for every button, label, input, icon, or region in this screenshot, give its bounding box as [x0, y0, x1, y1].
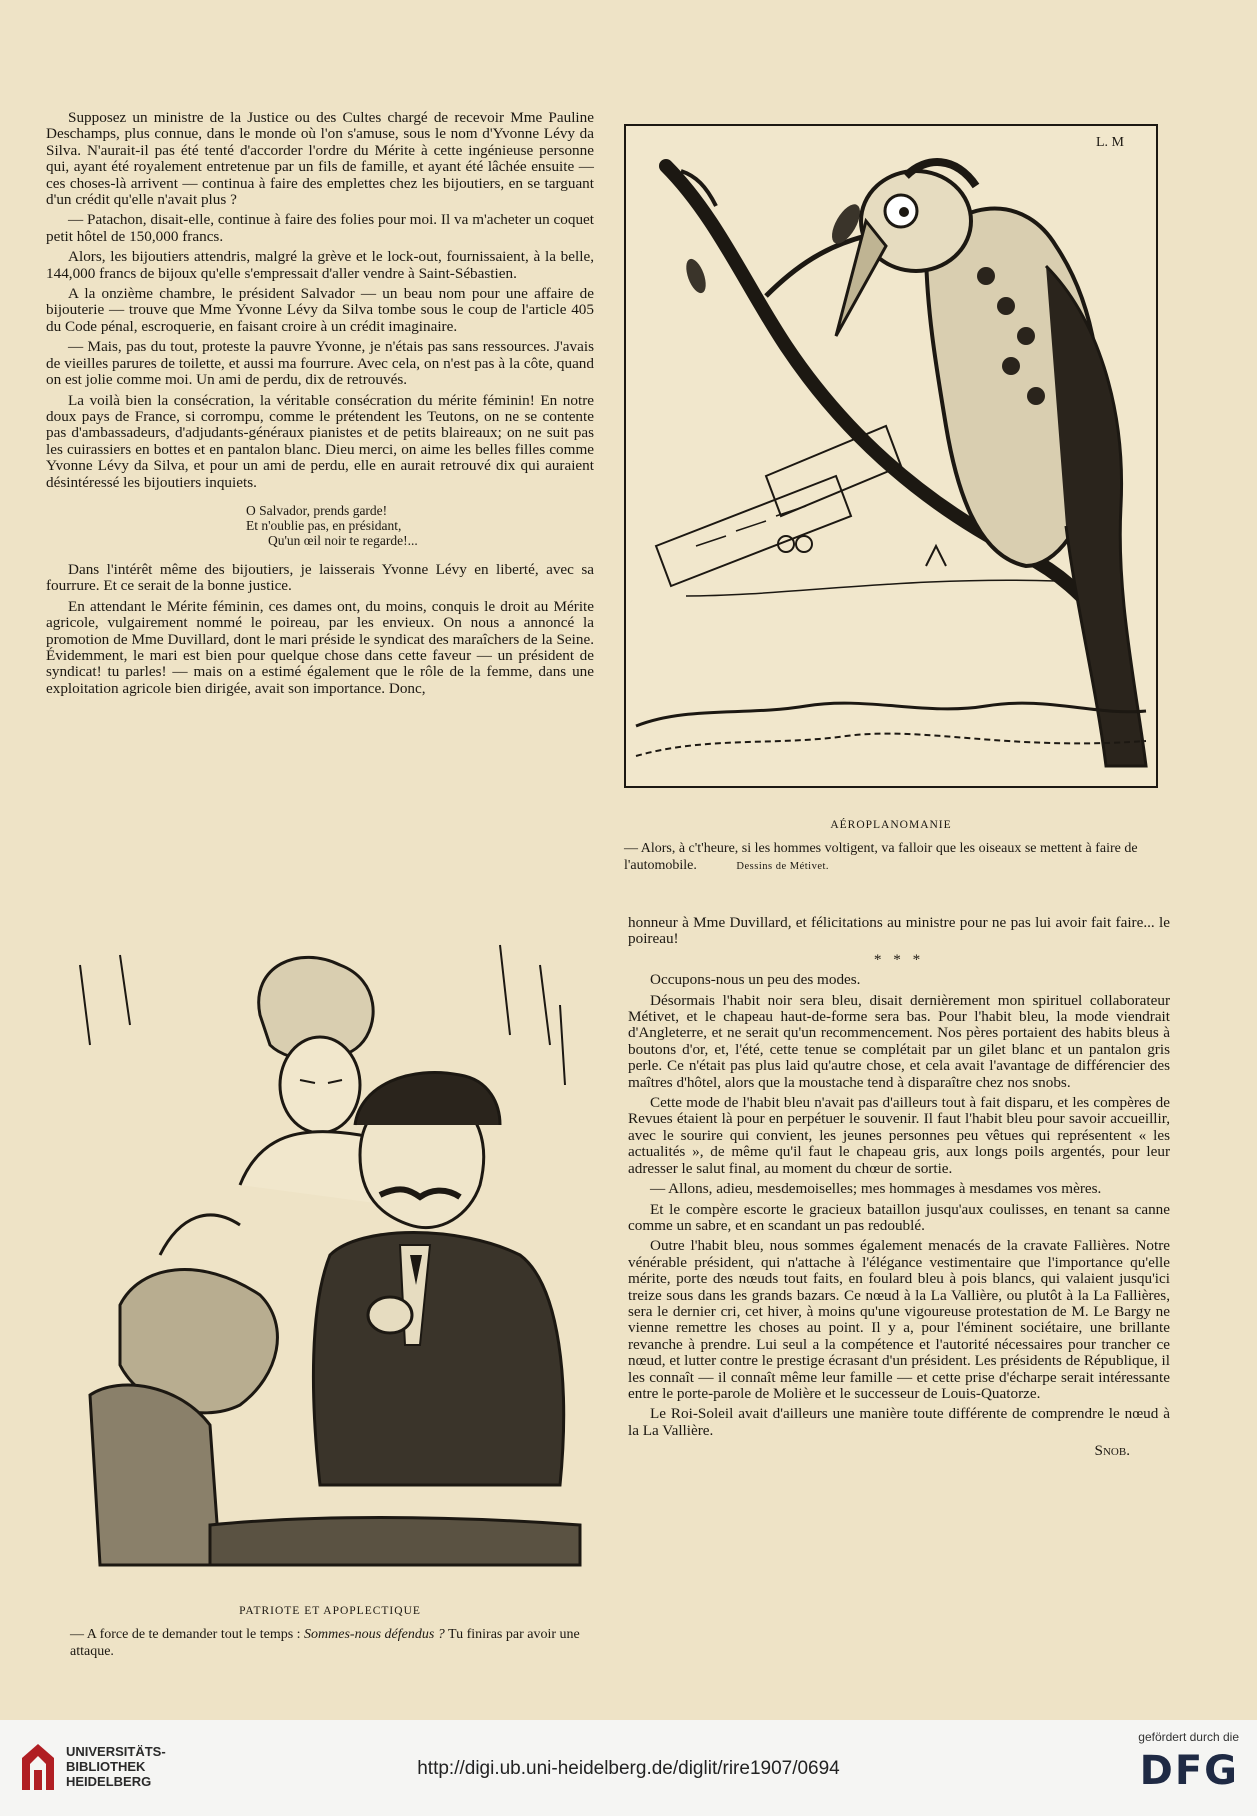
caption-emphasis: Sommes-nous défendus ?	[304, 1627, 445, 1642]
author-signature: Snob.	[1094, 1442, 1130, 1460]
logo-line: UNIVERSITÄTS-	[66, 1744, 166, 1759]
paragraph: Dans l'intérêt même des bijoutiers, je laisserais Yvonne Lévy en liberté, avec sa fourrure. Et ce serait de la bonne justice.	[46, 560, 594, 595]
poem-line: Qu'un œil noir te regarde!...	[268, 532, 418, 548]
paragraph: Et le compère escorte le gracieux bataillon jusqu'aux coulisses, en tenant sa canne comme un sabre, et en scandant un pas redoublé.	[628, 1200, 1170, 1234]
illustration-aeroplanomanie	[624, 124, 1158, 788]
figure-caption	[70, 1626, 600, 1660]
paragraph: La voilà bien la consécration, la véritable consécration du mérite féminin! En notre doux pays de France, si corrompu, comme le prétendent les Teutons, on ne se contente pas d'ambassadeurs, d'adjudants-généraux pianistes et de petits blaireaux; on ne suit pas les cuirassiers en bottes et en pantalon blanc. Dieu merci, on aime les belles filles comme Yvonne Lévy da Silva, et pour un ami de perdu, elle en aurait retrouvé dix qui auraient désintéressé les bijoutiers inquiets.	[46, 391, 594, 491]
right-column-text	[628, 915, 1170, 1464]
poem-line: Et n'oublie pas, en présidant,	[246, 517, 402, 533]
paragraph: Outre l'habit bleu, nous sommes également menacés de la cravate Fallières. Notre vénérable président, qui n'attache à l'élégance vestimentaire que l'importance qu'elle mérite, porte des nœuds tout faits, en foulard bleu à pois blancs, qui valaient jusqu'ici treize sous dans les grands bazars. Ce nœud à la La Vallière, ou plutôt à la La Fallières, sera le dernier cri, cet hiver, à moins qu'une vigoureuse protestation de M. Le Bargy ne vienne remettre les choses au point. Il y a, pour l'éminent sociétaire, une brillante revanche à prendre. Lui seul a la compétence et l'autorité nécessaires pour trancher ce nœud, et lutter contre le prestige écrasant d'un président. Les présidents de République, il les connaît — il connaît même leur famille — et cette prise d'écharpe serait intéressante entre le porte-parole de Molière et le successeur de Louis-Quatorze.	[628, 1237, 1170, 1402]
logo-line: HEIDELBERG	[66, 1774, 152, 1789]
paragraph: Supposez un ministre de la Justice ou des Cultes chargé de recevoir Mme Pauline Deschamps, plus connue, dans le monde où l'on s'amuse, sous le nom d'Yvonne Lévy da Silva. N'aurait-il pas été tenté d'accorder l'ordre du Mérite à cette ingénieuse personne qui, ayant été royalement entretenue par un fils de famille, et ayant été lâchée ensuite — ces choses-là arrivent — continua à faire des emplettes chez les bijoutiers, en se targuant d'un crédit qu'elle n'avait plus ?	[46, 109, 594, 209]
paragraph: Occupons-nous un peu des modes.	[650, 971, 861, 989]
woodpecker-drawing	[626, 126, 1156, 786]
viewer-footer	[0, 1720, 1257, 1816]
figure-title: AÉROPLANOMANIE	[830, 819, 952, 831]
illustration-patriote	[60, 925, 600, 1575]
artist-mark: L. M	[1096, 135, 1124, 150]
figure-credit: Dessins de Métivet.	[736, 861, 830, 872]
paragraph: Alors, les bijoutiers attendris, malgré la grève et le lock-out, fournissaient, à la belle, 144,000 francs de bijoux qu'elle s'empressait d'aller vendre à Saint-Sébastien.	[46, 248, 594, 282]
poem	[46, 503, 594, 548]
paragraph: A la onzième chambre, le président Salvador — un beau nom pour une affaire de bijouterie — trouve que Mme Yvonne Lévy da Silva tombe sous le coup de l'article 405 du Code pénal, escroquerie, en faisant croire à un crédit imaginaire.	[46, 285, 594, 335]
paragraph: — Mais, pas du tout, proteste la pauvre Yvonne, je n'étais pas sans ressources. J'avais de vieilles parures de toilette, et aussi ma fourrure. Avec cela, on n'est pas à la côte, quand on est jolie comme moi. Un ami de perdu, dix de retrouvés.	[46, 338, 594, 389]
figure-title: PATRIOTE ET APOPLECTIQUE	[239, 1605, 421, 1617]
figure-caption	[624, 840, 1158, 875]
paragraph: — Allons, adieu, mesdemoiselles; mes hommages à mesdames vos mères.	[650, 1180, 1102, 1198]
caption-text: — A force de te demander tout le temps :	[70, 1627, 305, 1642]
poem-line: O Salvador, prends garde!	[246, 502, 388, 518]
caption-text: Tu finiras par avoir une attaque.	[70, 1627, 580, 1659]
document-url-link[interactable]: http://digi.ub.uni-heidelberg.de/diglit/rire1907/0694	[417, 1758, 840, 1779]
logo-line: BIBLIOTHEK	[66, 1759, 146, 1774]
paragraph: — Patachon, disait-elle, continue à faire des folies pour moi. Il va m'acheter un coquet petit hôtel de 150,000 francs.	[46, 211, 594, 245]
paragraph: honneur à Mme Duvillard, et félicitations au ministre pour ne pas lui avoir fait faire... le poireau!	[628, 914, 1170, 948]
paragraph: Le Roi-Soleil avait d'ailleurs une manière toute différente de comprendre le nœud à la La Vallière.	[628, 1405, 1170, 1439]
paragraph: Cette mode de l'habit bleu n'avait pas d'ailleurs tout à fait disparu, et les compères de Revues étaient là pour en perpétuer le souvenir. Il faut l'habit bleu pour savoir accueillir, avec le sourire qui convient, les jeunes personnes peu vêtues qui représentent « les actualités », de même qu'il faut le chapeau gris, aux longs poils argentés, pour leur adresser le salut final, au moment du chœur de sortie.	[628, 1094, 1170, 1177]
left-column-text	[46, 110, 594, 701]
paragraph: En attendant le Mérite féminin, ces dames ont, du moins, conquis le droit au Mérite agricole, vulgairement nommé le poireau, par les envieux. On nous a annoncé la promotion de Mme Duvillard, dont le mari préside le syndicat des maraîchers de la Seine. Évidemment, le mari est bien pour quelque chose dans cette faveur — un président de syndicat! tu parles! — mais on a estimé également que le rôle de la femme, dans une exploitation agricole bien dirigée, avait son importance. Donc,	[46, 597, 594, 697]
paragraph: Désormais l'habit noir sera bleu, disait dernièrement mon spirituel collaborateur Métivet, et le chapeau haut-de-forme sera bas. Pour l'habit bleu, la mode viendrait d'Angleterre, et ne serait qu'un recommencement. Nos pères portaient des habits bleus à boutons d'or, et, l'été, cette tenue se complétait par un gilet blanc et un pantalon gris perle. Ce n'était pas plus laid qu'autre chose, et cela avait l'avantage de différencier des maîtres d'hôtel, alors que la moustache tend à disparaître chez nos snobs.	[628, 991, 1170, 1091]
couple-drawing	[60, 925, 600, 1575]
caption-text: — Alors, à c't'heure, si les hommes voltigent, va falloir que les oiseaux se mettent à faire de l'automobile.	[624, 841, 1138, 873]
sponsor-text: gefördert durch die	[1138, 1730, 1239, 1744]
section-separator: * * *	[873, 950, 925, 968]
dfg-logo[interactable]: DFG	[1139, 1748, 1239, 1794]
